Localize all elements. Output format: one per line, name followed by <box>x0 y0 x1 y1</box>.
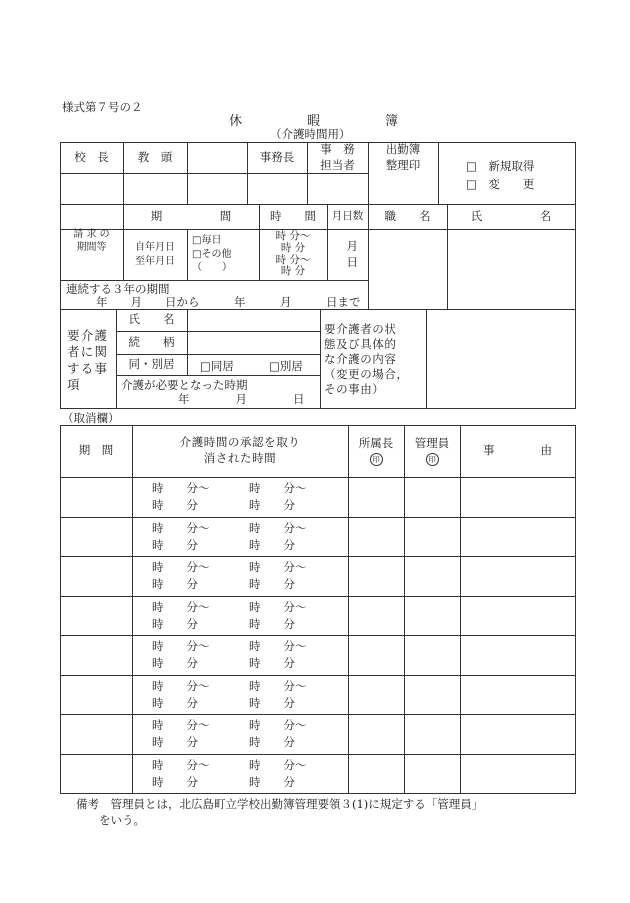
cancel-time-cell: 時 分～ 時 分 <box>152 758 210 789</box>
cancel-time-cell: 時 分～ 時 分 <box>249 600 307 631</box>
footnote: 備考 管理員とは，北広島町立学校出勤簿管理要領３(1)に規定する「管理員」 をいう。 <box>76 797 484 828</box>
row-divider <box>60 675 576 676</box>
col-name: 氏 名 <box>470 208 552 223</box>
cancel-col-period: 期 間 <box>78 443 114 458</box>
seal-label: 出勤簿 整理印 <box>385 141 421 172</box>
option-change[interactable]: □ 変 更 <box>466 177 535 191</box>
consecutive-dates: 年 月 日から 年 月 日まで <box>96 295 361 309</box>
cancel-col-manager <box>404 425 460 477</box>
cancel-time-cell: 時 分～ 時 分 <box>152 600 210 631</box>
affiliation-label: 所属長 <box>358 435 394 450</box>
cancel-time-cell: 時 分～ 時 分 <box>152 639 210 670</box>
cancel-time-cell: 時 分～ 時 分 <box>152 560 210 591</box>
care-needed-date: 年 月 日 <box>178 392 305 406</box>
cancel-time-cell: 時 分～ 時 分 <box>249 521 307 552</box>
seal-icon: 印 <box>426 453 439 466</box>
request-period-label: 請 求 の 期間等 <box>73 228 110 253</box>
cancel-time-cell: 時 分～ 時 分 <box>249 758 307 789</box>
care-living-label: 同・別居 <box>128 356 175 371</box>
cancel-time-cell: 時 分～ 時 分 <box>249 718 307 749</box>
care-detail-label: 要介護者の状 態及び具体的 な介護の内容 （変更の場合， その事由） <box>324 322 409 396</box>
cancel-time-cell: 時 分～ 時 分 <box>152 679 210 710</box>
care-relation-label: 続 柄 <box>128 334 175 349</box>
col-days: 月日数 <box>331 210 364 223</box>
consecutive-label: 連続する３年の期間 <box>66 282 170 296</box>
col-time: 時 間 <box>270 208 316 223</box>
care-recipient-label: 要介護 者に関 する事 項 <box>67 328 109 392</box>
principal-label: 校 長 <box>74 149 109 164</box>
living-separate-checkbox[interactable]: □別居 <box>269 359 303 373</box>
page-title: 休 暇 簿 <box>229 114 399 129</box>
row-divider <box>60 556 576 557</box>
row-divider <box>60 793 576 794</box>
cancel-time-cell: 時 分～ 時 分 <box>249 481 307 512</box>
days-count: 月 日 <box>346 238 358 269</box>
living-same-checkbox[interactable]: □同居 <box>200 359 234 373</box>
cancel-section-label: （取消欄） <box>62 411 120 425</box>
care-needed-label: 介護が必要となった時期 <box>121 378 248 392</box>
row-divider <box>60 635 576 636</box>
time-range: 時 分～ 時 分 時 分～ 時 分 <box>275 230 311 278</box>
cancel-col-time: 介護時間の承認を取り 消された時間 <box>179 435 301 465</box>
cancel-time-cell: 時 分～ 時 分 <box>152 521 210 552</box>
clerk-label: 事 務 担当者 <box>320 141 355 172</box>
cancel-col-reason: 事 由 <box>483 443 552 458</box>
row-divider <box>60 714 576 715</box>
office-head-label: 事務長 <box>259 149 295 164</box>
cancel-col-affiliation <box>348 425 404 477</box>
cancel-time-cell: 時 分～ 時 分 <box>152 718 210 749</box>
row-divider <box>60 754 576 755</box>
seal-icon: 印 <box>370 453 383 466</box>
vice-principal-label: 教 頭 <box>137 149 173 164</box>
col-period: 期 間 <box>150 208 232 223</box>
manager-label: 管理員 <box>414 435 450 450</box>
cancel-time-cell: 時 分～ 時 分 <box>249 679 307 710</box>
period-options[interactable]: □毎日 □その他 （ ） <box>192 235 232 273</box>
col-post: 職 名 <box>384 208 431 223</box>
cancel-time-cell: 時 分～ 時 分 <box>152 481 210 512</box>
cancel-time-cell: 時 分～ 時 分 <box>249 639 307 670</box>
cancel-time-cell: 時 分～ 時 分 <box>249 560 307 591</box>
page-subtitle: （介護時間用） <box>270 127 351 141</box>
period-dates: 自年月日 至年月日 <box>135 242 175 267</box>
option-new[interactable]: □ 新規取得 <box>466 159 535 173</box>
row-divider <box>60 517 576 518</box>
row-divider <box>60 596 576 597</box>
form-id: 様式第７号の２ <box>62 100 143 114</box>
care-name-label: 氏 名 <box>128 312 175 327</box>
blank-label <box>187 142 247 173</box>
